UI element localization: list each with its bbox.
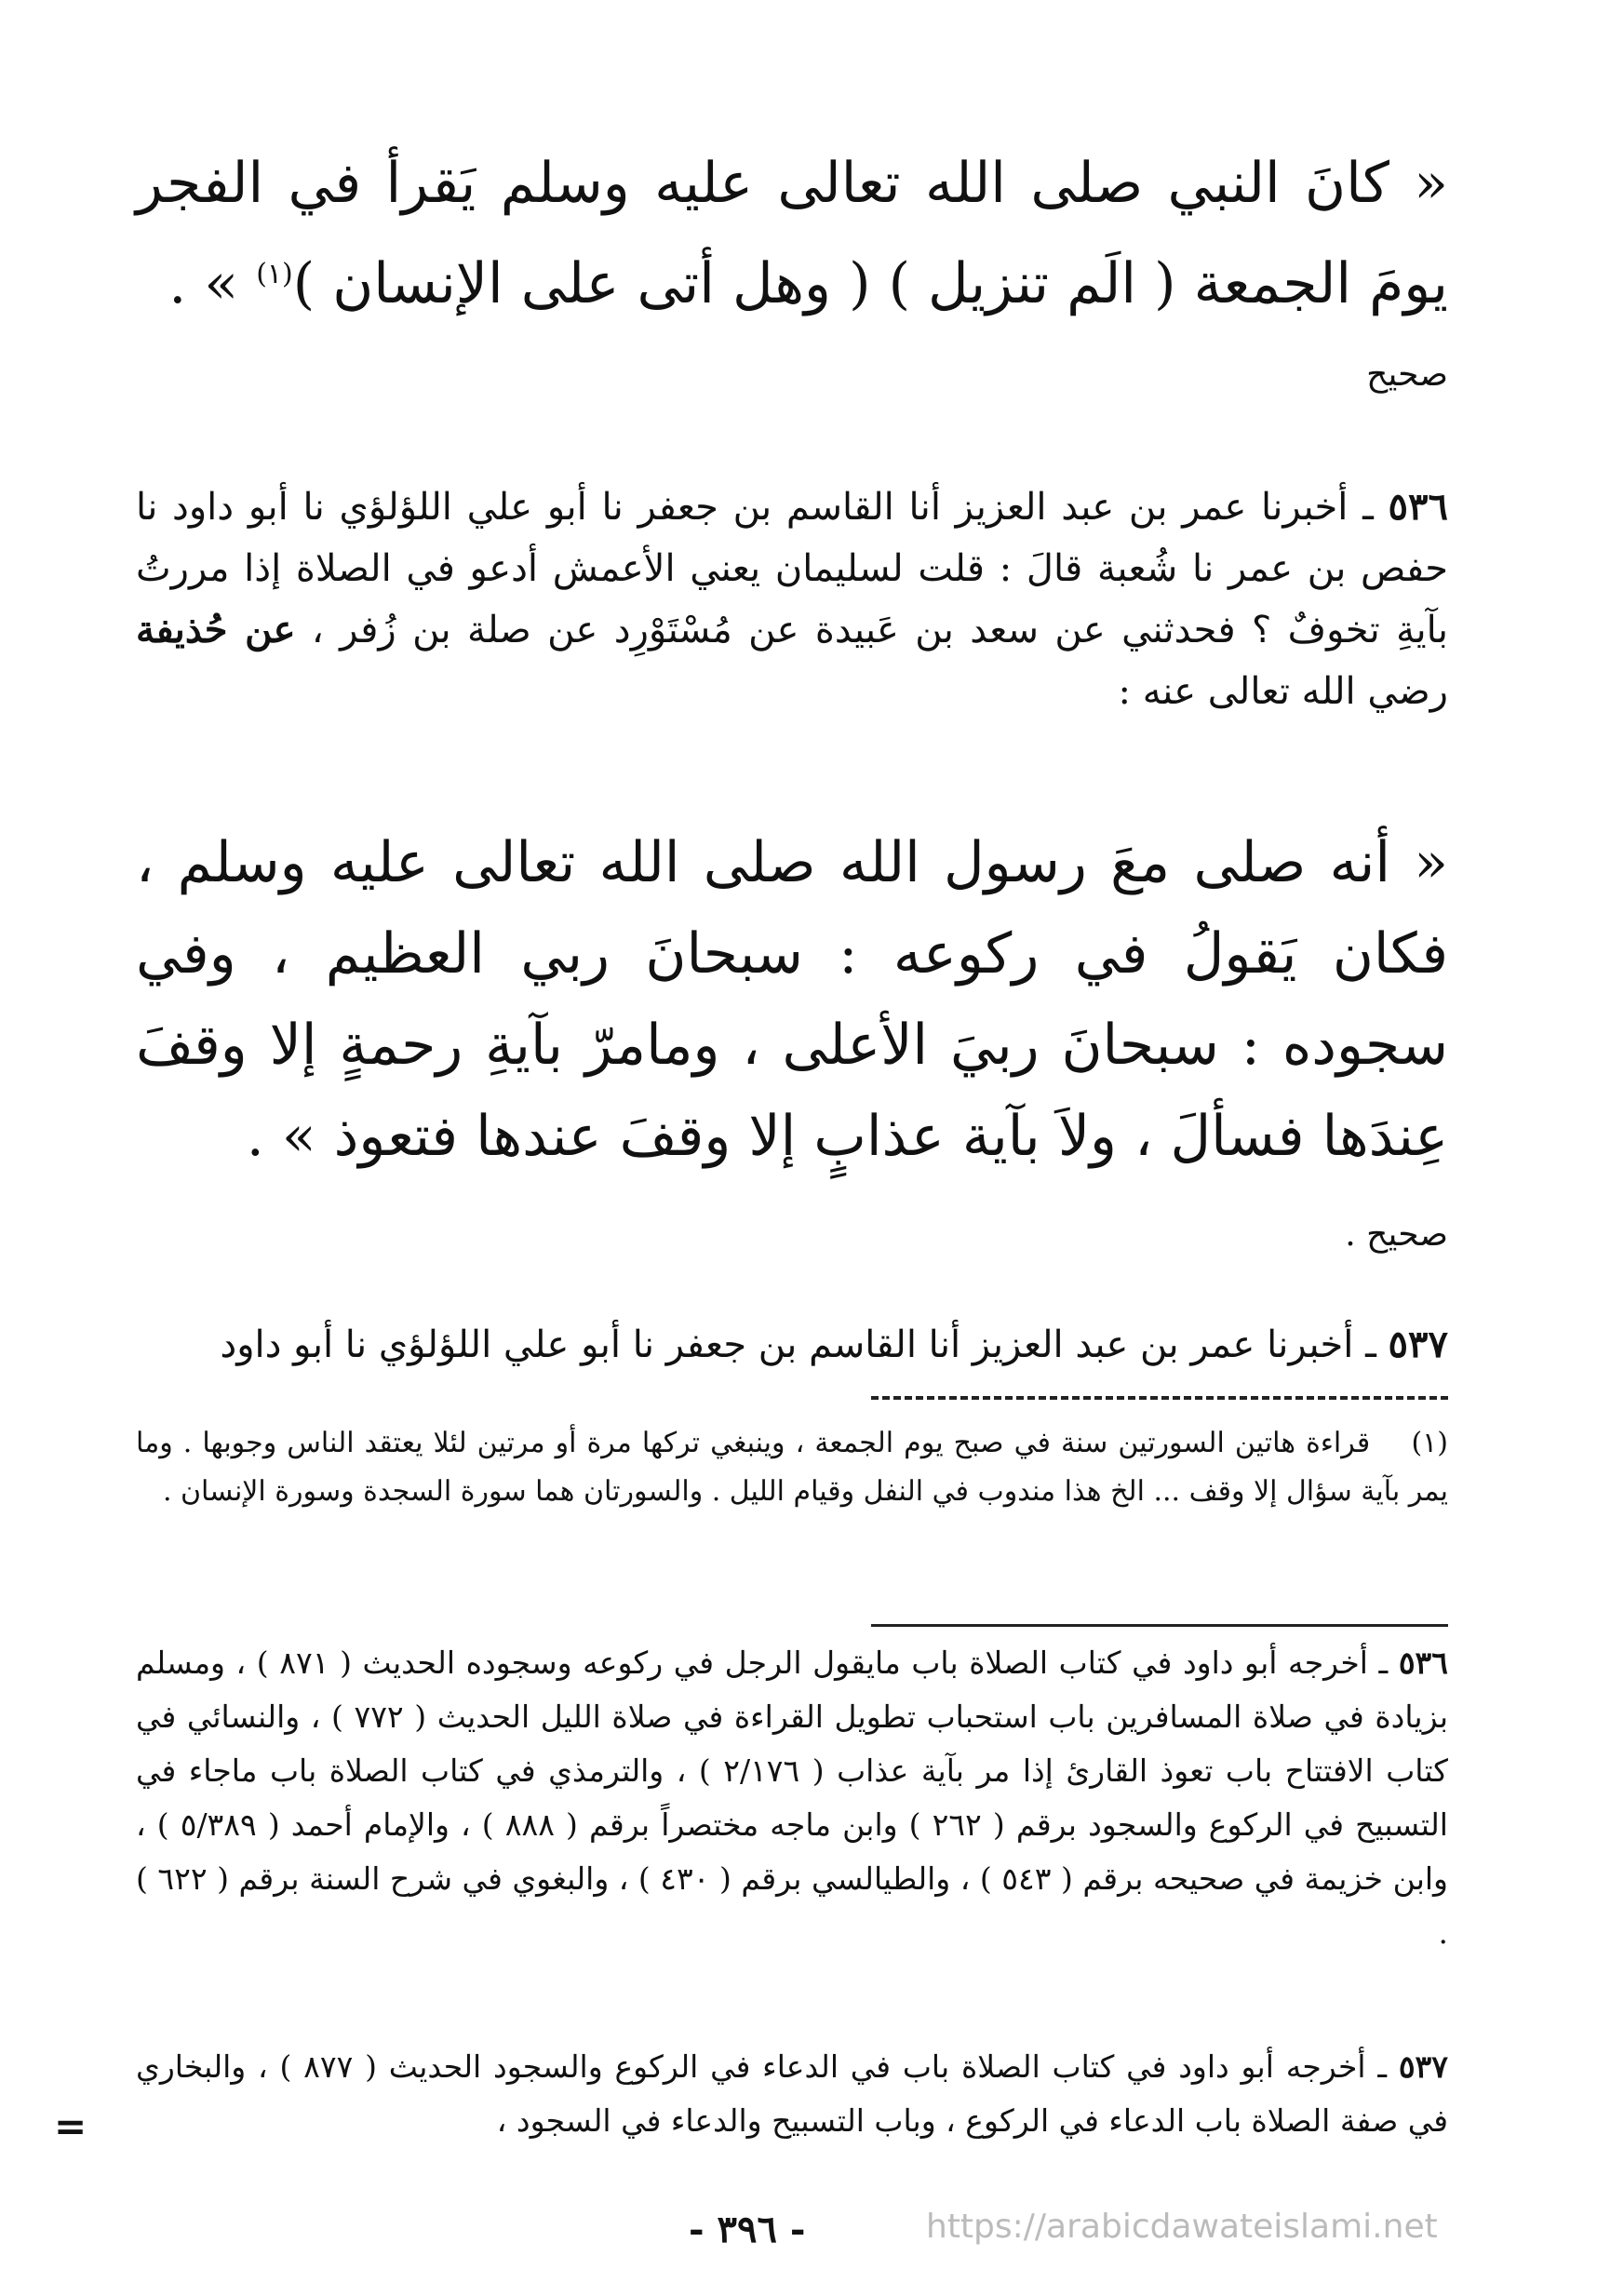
footnote-dashed-separator — [871, 1396, 1448, 1400]
footnote-ref-1: (١) — [256, 258, 293, 290]
takhrij-separator — [871, 1624, 1448, 1627]
takhrij-537 — [136, 2040, 1448, 2148]
hadith-535-text — [136, 138, 1448, 329]
grade-536: صحيح . — [1345, 1215, 1448, 1254]
takhrij-537-text: ـ أخرجه أبو داود في كتاب الصلاة باب في الدعاء في الركوع والسجود الحديث ( ٨٧٧ ) ، والبخاري في صفة الصلاة باب الدعاء في الركوع ، وباب التسبيح والدعاء في السجود ، — [136, 2048, 1448, 2139]
hadith-536-chain-end: رضي الله تعالى عنه : — [1118, 670, 1448, 713]
footnote-1 — [136, 1419, 1448, 1516]
grade-535: صحيح — [1366, 356, 1448, 394]
page-number: - ٣٩٦ - — [689, 2208, 806, 2251]
watermark-url: https://arabicdawateislami.net — [926, 2208, 1438, 2246]
takhrij-536-text: ـ أخرجه أبو داود في كتاب الصلاة باب مايقول الرجل في ركوعه وسجوده الحديث ( ٨٧١ ) ، ومسلم بزيادة في صلاة المسافرين باب استحباب تطويل القراءة في صلاة الليل الحديث ( ٧٧٢ ) ، والنسائي في كتاب الافتتاح باب تعوذ القارئ إذا مر بآية عذاب ( ٢/١٧٦ ) ، والترمذي في كتاب الصلاة باب ماجاء في التسبيح في الركوع والسجود برقم ( ٢٦٢ ) وابن ماجه مختصراً برقم ( ٨٨٨ ) ، والإمام أحمد ( ٥/٣٨٩ ) ، وابن خزيمة في صحيحه برقم ( ٥٤٣ ) ، والطيالسي برقم ( ٤٣٠ ) ، والبغوي في شرح السنة برقم ( ٦٢٢ ) . — [136, 1645, 1449, 1951]
hadith-535-close: » . — [168, 251, 257, 316]
takhrij-537-number: ٥٣٧ — [1398, 2048, 1448, 2085]
takhrij-536 — [136, 1636, 1448, 1960]
hadith-536-number: ٥٣٦ — [1388, 485, 1448, 529]
hadith-535-matn: « كانَ النبي صلى الله تعالى عليه وسلم يَقرأ في الفجر يومَ الجمعة ( الَم تنزيل ) ( وهل أتى على الإنسان ) — [136, 151, 1448, 316]
hadith-536-isnad — [136, 477, 1448, 722]
takhrij-536-number: ٥٣٦ — [1398, 1645, 1448, 1681]
footnote-number: (١) — [1411, 1427, 1448, 1459]
hadith-537-isnad — [136, 1314, 1448, 1376]
hadith-536-text: « أنه صلى معَ رسول الله صلى الله تعالى عليه وسلم ، فكان يَقولُ في ركوعه : سبحانَ ربي العظيم ، وفي سجوده : سبحانَ ربيَ الأعلى ، ومامرّ بآيةِ رحمةٍ إلا وقفَ عِندَها فسألَ ، ولاَ بآية عذابٍ إلا وقفَ عندها فتعوذ » . — [136, 830, 1448, 1169]
hadith-537-chain: ـ أخبرنا عمر بن عبد العزيز أنا القاسم بن جعفر نا أبو علي اللؤلؤي نا أبو داود — [220, 1323, 1389, 1366]
hadith-537-number: ٥٣٧ — [1388, 1323, 1448, 1366]
hadith-536-chain: ـ أخبرنا عمر بن عبد العزيز أنا القاسم بن جعفر نا أبو علي اللؤلؤي نا أبو داود نا حفص بن عمر نا شُعبة قالَ : قلت لسليمان يعني الأعمش أدعو في الصلاة إذا مررتُ بآيةِ تخوفٌ ؟ فحدثني عن سعد بن عَبيدة عن مُسْتَوْرِد عن صلة بن زُفر ، — [136, 486, 1449, 651]
continuation-mark: = — [54, 2103, 87, 2149]
footnote-text: قراءة هاتين السورتين سنة في صبح يوم الجمعة ، وينبغي تركها مرة أو مرتين لئلا يعتقد الناس وجوبها . وما يمر بآية سؤال إلا وقف ... الخ هذا مندوب في النفل وقيام الليل . والسورتان هما سورة السجدة وسورة الإنسان . — [136, 1427, 1448, 1508]
hadith-536-narrator: عن حُذيفة — [136, 608, 296, 651]
